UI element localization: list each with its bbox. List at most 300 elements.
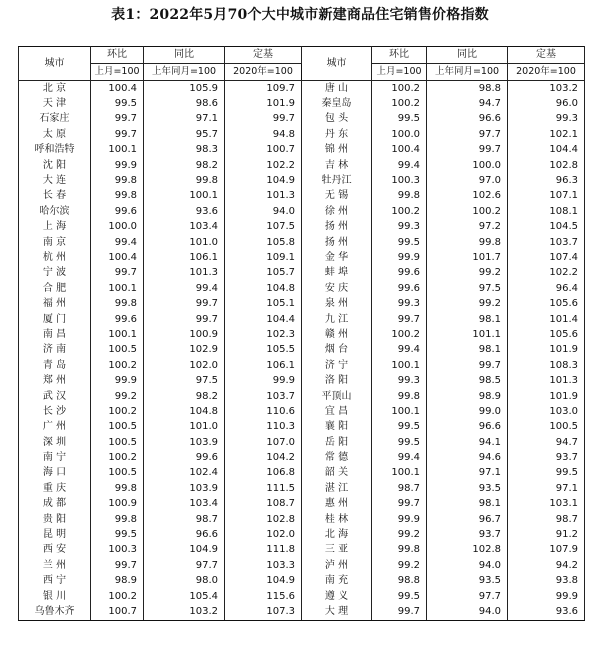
right-yoy-value: 94.0: [427, 604, 508, 620]
left-base-value: 102.3: [225, 327, 302, 342]
left-city-name: 厦 门: [19, 312, 91, 327]
right-yoy-value: 99.7: [427, 358, 508, 373]
left-city-name: 兰 州: [19, 558, 91, 573]
right-base-value: 96.3: [508, 173, 585, 188]
left-mom-value: 100.4: [91, 250, 144, 265]
header-city-right: 城市: [302, 47, 372, 81]
left-yoy-value: 100.9: [144, 327, 225, 342]
right-city-name: 蚌 埠: [302, 266, 372, 281]
right-mom-value: 99.9: [372, 512, 427, 527]
left-yoy-value: 105.4: [144, 589, 225, 604]
right-mom-value: 99.3: [372, 220, 427, 235]
left-mom-value: 98.9: [91, 574, 144, 589]
left-yoy-value: 101.0: [144, 235, 225, 250]
left-yoy-value: 99.6: [144, 450, 225, 465]
right-base-value: 105.6: [508, 296, 585, 311]
left-mom-value: 100.2: [91, 589, 144, 604]
left-base-value: 111.8: [225, 543, 302, 558]
right-base-value: 108.1: [508, 204, 585, 219]
right-yoy-value: 99.8: [427, 235, 508, 250]
left-base-value: 109.7: [225, 81, 302, 97]
left-yoy-value: 93.6: [144, 204, 225, 219]
right-mom-value: 99.5: [372, 420, 427, 435]
left-mom-value: 100.9: [91, 497, 144, 512]
left-city-name: 南 宁: [19, 450, 91, 465]
left-city-name: 太 原: [19, 127, 91, 142]
right-base-value: 108.3: [508, 358, 585, 373]
right-city-name: 烟 台: [302, 343, 372, 358]
left-base-value: 108.7: [225, 497, 302, 512]
left-yoy-value: 96.6: [144, 527, 225, 542]
left-base-value: 102.8: [225, 512, 302, 527]
left-city-name: 成 都: [19, 497, 91, 512]
left-mom-value: 99.7: [91, 266, 144, 281]
left-yoy-value: 98.2: [144, 158, 225, 173]
right-city-name: 包 头: [302, 112, 372, 127]
right-yoy-value: 101.1: [427, 327, 508, 342]
right-mom-value: 100.3: [372, 173, 427, 188]
right-mom-value: 99.7: [372, 604, 427, 620]
right-yoy-value: 99.7: [427, 143, 508, 158]
left-mom-value: 100.5: [91, 343, 144, 358]
right-mom-value: 98.7: [372, 481, 427, 496]
right-base-value: 94.2: [508, 558, 585, 573]
left-mom-value: 99.8: [91, 296, 144, 311]
right-base-value: 104.4: [508, 143, 585, 158]
left-mom-value: 99.9: [91, 373, 144, 388]
left-yoy-value: 98.0: [144, 574, 225, 589]
table-title: 表1：2022年5月70个大中城市新建商品住宅销售价格指数: [111, 7, 489, 23]
left-base-value: 99.7: [225, 112, 302, 127]
right-city-name: 平顶山: [302, 389, 372, 404]
right-base-value: 103.7: [508, 235, 585, 250]
left-base-value: 103.3: [225, 558, 302, 573]
left-mom-value: 100.3: [91, 543, 144, 558]
left-city-name: 昆 明: [19, 527, 91, 542]
right-base-value: 102.1: [508, 127, 585, 142]
header-yoy-right: 同比: [427, 47, 508, 64]
right-base-value: 107.9: [508, 543, 585, 558]
right-yoy-value: 97.0: [427, 173, 508, 188]
left-yoy-value: 105.9: [144, 81, 225, 97]
left-yoy-value: 101.0: [144, 420, 225, 435]
right-yoy-value: 96.7: [427, 512, 508, 527]
right-base-value: 94.7: [508, 435, 585, 450]
right-base-value: 104.5: [508, 220, 585, 235]
left-city-name: 南 京: [19, 235, 91, 250]
header-base-sub-right: 2020年=100: [508, 64, 585, 81]
right-mom-value: 99.7: [372, 312, 427, 327]
right-mom-value: 98.8: [372, 574, 427, 589]
right-city-name: 九 江: [302, 312, 372, 327]
left-yoy-value: 98.6: [144, 96, 225, 111]
right-yoy-value: 101.7: [427, 250, 508, 265]
right-base-value: 102.2: [508, 266, 585, 281]
left-yoy-value: 104.8: [144, 404, 225, 419]
right-base-value: 105.6: [508, 327, 585, 342]
left-city-name: 郑 州: [19, 373, 91, 388]
right-mom-value: 99.6: [372, 266, 427, 281]
left-mom-value: 99.7: [91, 558, 144, 573]
table-row: [19, 127, 585, 142]
right-yoy-value: 94.1: [427, 435, 508, 450]
left-city-name: 广 州: [19, 420, 91, 435]
header-mom-right: 环比: [372, 47, 427, 64]
left-mom-value: 99.4: [91, 235, 144, 250]
right-base-value: 99.9: [508, 589, 585, 604]
left-base-value: 104.8: [225, 281, 302, 296]
header-yoy-sub-left: 上年同月=100: [144, 64, 225, 81]
right-yoy-value: 93.5: [427, 481, 508, 496]
right-city-name: 岳 阳: [302, 435, 372, 450]
left-city-name: 深 圳: [19, 435, 91, 450]
table-row: [19, 404, 585, 419]
table-row: [19, 281, 585, 296]
right-mom-value: 99.2: [372, 527, 427, 542]
right-city-name: 惠 州: [302, 497, 372, 512]
left-city-name: 乌鲁木齐: [19, 604, 91, 620]
left-mom-value: 99.8: [91, 481, 144, 496]
right-yoy-value: 102.6: [427, 189, 508, 204]
left-base-value: 107.5: [225, 220, 302, 235]
table-row: [19, 466, 585, 481]
table-row: [19, 558, 585, 573]
right-city-name: 泸 州: [302, 558, 372, 573]
left-base-value: 102.0: [225, 527, 302, 542]
right-yoy-value: 102.8: [427, 543, 508, 558]
left-base-value: 105.5: [225, 343, 302, 358]
left-yoy-value: 101.3: [144, 266, 225, 281]
left-yoy-value: 97.5: [144, 373, 225, 388]
left-yoy-value: 99.7: [144, 312, 225, 327]
left-base-value: 111.5: [225, 481, 302, 496]
left-yoy-value: 98.3: [144, 143, 225, 158]
right-city-name: 锦 州: [302, 143, 372, 158]
right-base-value: 93.6: [508, 604, 585, 620]
right-city-name: 赣 州: [302, 327, 372, 342]
left-mom-value: 99.2: [91, 389, 144, 404]
left-city-name: 杭 州: [19, 250, 91, 265]
left-yoy-value: 100.1: [144, 189, 225, 204]
right-mom-value: 99.5: [372, 235, 427, 250]
left-mom-value: 100.5: [91, 466, 144, 481]
right-base-value: 96.0: [508, 96, 585, 111]
right-mom-value: 99.8: [372, 543, 427, 558]
right-yoy-value: 97.1: [427, 466, 508, 481]
right-mom-value: 100.2: [372, 327, 427, 342]
left-base-value: 109.1: [225, 250, 302, 265]
left-base-value: 103.7: [225, 389, 302, 404]
right-yoy-value: 96.6: [427, 112, 508, 127]
left-yoy-value: 103.4: [144, 220, 225, 235]
left-base-value: 101.3: [225, 189, 302, 204]
table-row: [19, 81, 585, 97]
table-row: [19, 158, 585, 173]
right-base-value: 98.7: [508, 512, 585, 527]
right-base-value: 101.3: [508, 373, 585, 388]
table-row: [19, 389, 585, 404]
right-base-value: 96.4: [508, 281, 585, 296]
right-city-name: 泉 州: [302, 296, 372, 311]
right-yoy-value: 98.1: [427, 312, 508, 327]
table-row: [19, 589, 585, 604]
right-yoy-value: 100.2: [427, 204, 508, 219]
right-mom-value: 99.5: [372, 112, 427, 127]
header-mom-sub-left: 上月=100: [91, 64, 144, 81]
left-base-value: 104.2: [225, 450, 302, 465]
left-city-name: 南 昌: [19, 327, 91, 342]
right-city-name: 常 德: [302, 450, 372, 465]
left-base-value: 107.0: [225, 435, 302, 450]
table-row: [19, 420, 585, 435]
table-row: [19, 497, 585, 512]
right-mom-value: 99.9: [372, 250, 427, 265]
left-city-name: 哈尔滨: [19, 204, 91, 219]
right-city-name: 宜 昌: [302, 404, 372, 419]
table-row: [19, 373, 585, 388]
left-yoy-value: 99.4: [144, 281, 225, 296]
right-city-name: 洛 阳: [302, 373, 372, 388]
left-base-value: 94.0: [225, 204, 302, 219]
left-mom-value: 100.4: [91, 81, 144, 97]
left-base-value: 100.7: [225, 143, 302, 158]
right-mom-value: 100.4: [372, 143, 427, 158]
left-city-name: 重 庆: [19, 481, 91, 496]
left-city-name: 海 口: [19, 466, 91, 481]
left-base-value: 106.8: [225, 466, 302, 481]
left-mom-value: 99.9: [91, 158, 144, 173]
left-mom-value: 99.8: [91, 173, 144, 188]
right-base-value: 102.8: [508, 158, 585, 173]
table-row: [19, 189, 585, 204]
table-row: [19, 204, 585, 219]
right-mom-value: 99.7: [372, 497, 427, 512]
left-city-name: 呼和浩特: [19, 143, 91, 158]
left-yoy-value: 106.1: [144, 250, 225, 265]
left-city-name: 宁 波: [19, 266, 91, 281]
left-yoy-value: 99.7: [144, 296, 225, 311]
left-base-value: 104.4: [225, 312, 302, 327]
left-yoy-value: 103.9: [144, 481, 225, 496]
left-mom-value: 100.2: [91, 358, 144, 373]
left-base-value: 115.6: [225, 589, 302, 604]
right-yoy-value: 99.0: [427, 404, 508, 419]
left-base-value: 105.7: [225, 266, 302, 281]
left-mom-value: 99.8: [91, 189, 144, 204]
right-mom-value: 99.2: [372, 558, 427, 573]
left-mom-value: 100.5: [91, 435, 144, 450]
left-yoy-value: 97.1: [144, 112, 225, 127]
right-city-name: 韶 关: [302, 466, 372, 481]
right-yoy-value: 98.8: [427, 81, 508, 97]
table-row: [19, 235, 585, 250]
right-city-name: 丹 东: [302, 127, 372, 142]
right-yoy-value: 97.7: [427, 589, 508, 604]
table-row: [19, 512, 585, 527]
right-yoy-value: 93.5: [427, 574, 508, 589]
header-row-main: [19, 47, 585, 64]
right-base-value: 91.2: [508, 527, 585, 542]
right-yoy-value: 97.2: [427, 220, 508, 235]
right-mom-value: 100.0: [372, 127, 427, 142]
left-city-name: 银 川: [19, 589, 91, 604]
left-mom-value: 100.2: [91, 404, 144, 419]
right-city-name: 金 华: [302, 250, 372, 265]
left-mom-value: 99.7: [91, 112, 144, 127]
left-city-name: 石家庄: [19, 112, 91, 127]
right-city-name: 湛 江: [302, 481, 372, 496]
right-mom-value: 100.2: [372, 204, 427, 219]
header-city-left: 城市: [19, 47, 91, 81]
left-base-value: 104.9: [225, 173, 302, 188]
right-city-name: 牡丹江: [302, 173, 372, 188]
table-row: [19, 358, 585, 373]
left-mom-value: 99.6: [91, 312, 144, 327]
right-city-name: 秦皇岛: [302, 96, 372, 111]
right-base-value: 103.1: [508, 497, 585, 512]
right-mom-value: 100.2: [372, 96, 427, 111]
right-city-name: 南 充: [302, 574, 372, 589]
right-base-value: 100.5: [508, 420, 585, 435]
table-row: [19, 543, 585, 558]
right-mom-value: 99.8: [372, 389, 427, 404]
left-yoy-value: 99.8: [144, 173, 225, 188]
left-base-value: 106.1: [225, 358, 302, 373]
right-base-value: 93.7: [508, 450, 585, 465]
left-city-name: 长 沙: [19, 404, 91, 419]
price-index-table: [18, 46, 585, 621]
left-mom-value: 99.8: [91, 512, 144, 527]
right-city-name: 安 庆: [302, 281, 372, 296]
right-city-name: 无 锡: [302, 189, 372, 204]
right-yoy-value: 98.1: [427, 497, 508, 512]
left-yoy-value: 98.2: [144, 389, 225, 404]
table-row: [19, 143, 585, 158]
table-row: [19, 604, 585, 620]
right-mom-value: 99.4: [372, 343, 427, 358]
table-row: [19, 574, 585, 589]
left-city-name: 沈 阳: [19, 158, 91, 173]
right-mom-value: 99.3: [372, 296, 427, 311]
header-base-right: 定基: [508, 47, 585, 64]
right-city-name: 北 海: [302, 527, 372, 542]
left-base-value: 104.9: [225, 574, 302, 589]
table-row: [19, 220, 585, 235]
header-base-left: 定基: [225, 47, 302, 64]
left-yoy-value: 98.7: [144, 512, 225, 527]
left-yoy-value: 103.9: [144, 435, 225, 450]
left-city-name: 青 岛: [19, 358, 91, 373]
left-city-name: 天 津: [19, 96, 91, 111]
right-base-value: 101.9: [508, 389, 585, 404]
right-base-value: 97.1: [508, 481, 585, 496]
right-mom-value: 99.5: [372, 589, 427, 604]
left-mom-value: 99.5: [91, 96, 144, 111]
left-city-name: 济 南: [19, 343, 91, 358]
header-mom-sub-right: 上月=100: [372, 64, 427, 81]
right-city-name: 唐 山: [302, 81, 372, 97]
table-row: [19, 343, 585, 358]
table-row: [19, 296, 585, 311]
right-yoy-value: 99.2: [427, 296, 508, 311]
left-mom-value: 99.7: [91, 127, 144, 142]
left-yoy-value: 97.7: [144, 558, 225, 573]
left-base-value: 94.8: [225, 127, 302, 142]
right-base-value: 103.0: [508, 404, 585, 419]
right-city-name: 遵 义: [302, 589, 372, 604]
left-city-name: 大 连: [19, 173, 91, 188]
table-body: [19, 81, 585, 621]
left-yoy-value: 95.7: [144, 127, 225, 142]
left-base-value: 110.6: [225, 404, 302, 419]
header-yoy-sub-right: 上年同月=100: [427, 64, 508, 81]
left-city-name: 北 京: [19, 81, 91, 97]
right-city-name: 桂 林: [302, 512, 372, 527]
left-base-value: 99.9: [225, 373, 302, 388]
right-city-name: 扬 州: [302, 235, 372, 250]
right-base-value: 101.9: [508, 343, 585, 358]
table-row: [19, 481, 585, 496]
right-yoy-value: 96.6: [427, 420, 508, 435]
right-mom-value: 99.4: [372, 158, 427, 173]
left-yoy-value: 102.4: [144, 466, 225, 481]
left-city-name: 合 肥: [19, 281, 91, 296]
right-base-value: 99.3: [508, 112, 585, 127]
right-base-value: 101.4: [508, 312, 585, 327]
right-yoy-value: 98.9: [427, 389, 508, 404]
right-base-value: 103.2: [508, 81, 585, 97]
table-row: [19, 327, 585, 342]
right-mom-value: 99.3: [372, 373, 427, 388]
table-row: [19, 173, 585, 188]
left-mom-value: 100.7: [91, 604, 144, 620]
right-yoy-value: 94.0: [427, 558, 508, 573]
right-mom-value: 100.1: [372, 358, 427, 373]
header-mom-left: 环比: [91, 47, 144, 64]
table-row: [19, 435, 585, 450]
left-yoy-value: 103.2: [144, 604, 225, 620]
left-yoy-value: 103.4: [144, 497, 225, 512]
left-city-name: 西 宁: [19, 574, 91, 589]
left-city-name: 上 海: [19, 220, 91, 235]
right-city-name: 济 宁: [302, 358, 372, 373]
right-mom-value: 99.4: [372, 450, 427, 465]
left-city-name: 武 汉: [19, 389, 91, 404]
left-city-name: 长 春: [19, 189, 91, 204]
left-base-value: 102.2: [225, 158, 302, 173]
right-mom-value: 100.1: [372, 404, 427, 419]
right-city-name: 襄 阳: [302, 420, 372, 435]
left-mom-value: 100.1: [91, 281, 144, 296]
right-yoy-value: 100.0: [427, 158, 508, 173]
right-mom-value: 99.6: [372, 281, 427, 296]
right-yoy-value: 98.5: [427, 373, 508, 388]
table-row: [19, 527, 585, 542]
right-yoy-value: 99.2: [427, 266, 508, 281]
left-city-name: 福 州: [19, 296, 91, 311]
right-city-name: 大 理: [302, 604, 372, 620]
right-yoy-value: 94.6: [427, 450, 508, 465]
right-base-value: 107.4: [508, 250, 585, 265]
right-base-value: 99.5: [508, 466, 585, 481]
right-mom-value: 100.2: [372, 81, 427, 97]
right-mom-value: 100.1: [372, 466, 427, 481]
right-yoy-value: 93.7: [427, 527, 508, 542]
right-yoy-value: 98.1: [427, 343, 508, 358]
right-yoy-value: 94.7: [427, 96, 508, 111]
left-yoy-value: 104.9: [144, 543, 225, 558]
table-row: [19, 250, 585, 265]
